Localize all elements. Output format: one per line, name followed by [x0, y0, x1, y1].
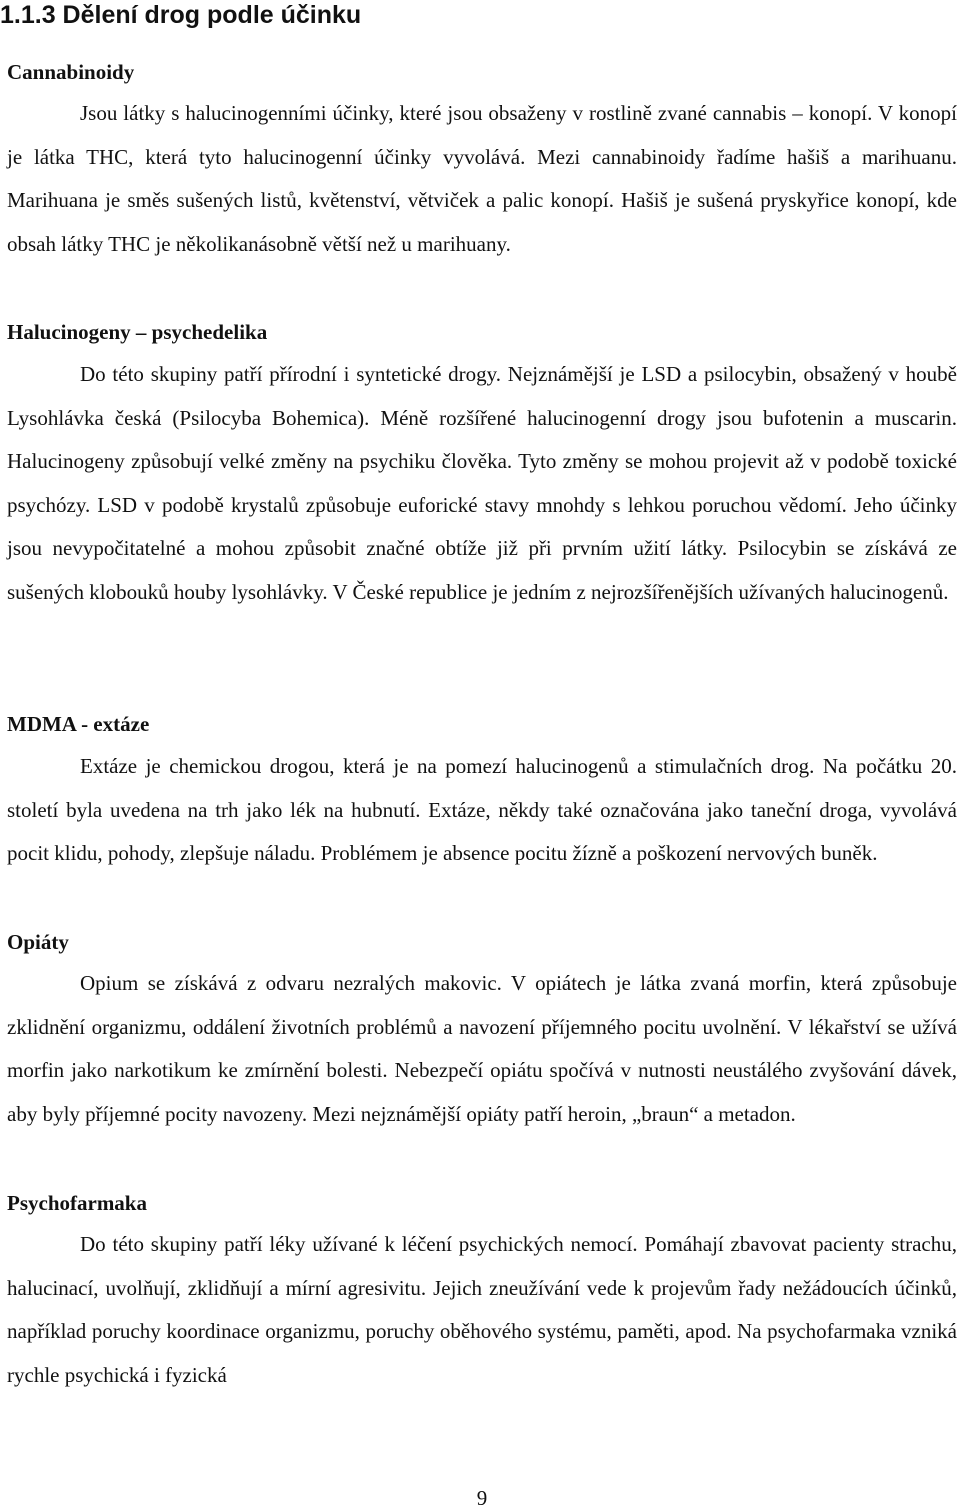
heading-halucinogeny: Halucinogeny – psychedelika — [7, 320, 268, 344]
heading-opiaty: Opiáty — [7, 930, 69, 954]
heading-mdma: MDMA - extáze — [7, 712, 150, 736]
paragraph-mdma: Extáze je chemickou drogou, která je na pomezí halucinogenů a stimulačních drog. Na počátku 20. století byla uvedena na trh jako lék na hubnutí. Extáze, někdy také označována jako taneční droga, vyvolává pocit klidu, pohody, zlepšuje náladu. Problémem je absence pocitu žízně a poškození nervových buněk. — [7, 754, 957, 865]
section-title: 1.1.3 Dělení drog podle účinku — [0, 1, 362, 29]
paragraph-halucinogeny: Do této skupiny patří přírodní i syntetické drogy. Nejznámější je LSD a psilocybin, obsažený v houbě Lysohlávka česká (Psilocyba Bohemica). Méně rozšířené halucinogenní drogy jsou bufotenin a muscarin. Halucinogeny způsobují velké změny na psychiku člověka. Tyto změny se mohou projevit až v podobě toxické psychózy. LSD v podobě krystalů způsobuje euforické stavy mnohdy s lehkou poruchou vědomí. Jeho účinky jsou nevypočitatelné a mohou způsobit značné obtíže již při prvním užití látky. Psilocybin se získává ze sušených klobouků houby lysohlávky. V České republice je jedním z nejrozšířenějších užívaných halucinogenů. — [7, 362, 957, 604]
paragraph-psychofarmaka: Do této skupiny patří léky užívané k léčení psychických nemocí. Pomáhají zbavovat pacienty strachu, halucinací, uvolňují, zklidňují a mírní agresivitu. Jejich zneužívání vede k projevům řady nežádoucích účinků, například poruchy koordinace organizmu, poruchy oběhového systému, paměti, apod. Na psychofarmaka vzniká rychle psychická i fyzická — [7, 1232, 957, 1387]
heading-psychofarmaka: Psychofarmaka — [7, 1191, 147, 1215]
heading-cannabinoidy: Cannabinoidy — [7, 60, 135, 84]
paragraph-opiaty: Opium se získává z odvaru nezralých makovic. V opiátech je látka zvaná morfin, která způsobuje zklidnění organizmu, oddálení životních problémů a navození příjemného pocitu uvolnění. V lékařství se užívá morfin jako narkotikum ke zmírnění bolesti. Nebezpečí opiátu spočívá v nutnosti neustálého zvyšování dávek, aby byly příjemné pocity navozeny. Mezi nejznámější opiáty patří heroin, „braun“ a metadon. — [7, 971, 957, 1126]
page-number: 9 — [476, 1486, 488, 1510]
paragraph-cannabinoidy: Jsou látky s halucinogenními účinky, které jsou obsaženy v rostlině zvané cannabis – konopí. V konopí je látka THC, která tyto halucinogenní účinky vyvolává. Mezi cannabinoidy řadíme hašiš a marihuanu. Marihuana je směs sušených listů, květenství, větviček a palic konopí. Hašiš je sušená pryskyřice konopí, kde obsah látky THC je několikanásobně větší než u marihuany. — [7, 101, 957, 256]
